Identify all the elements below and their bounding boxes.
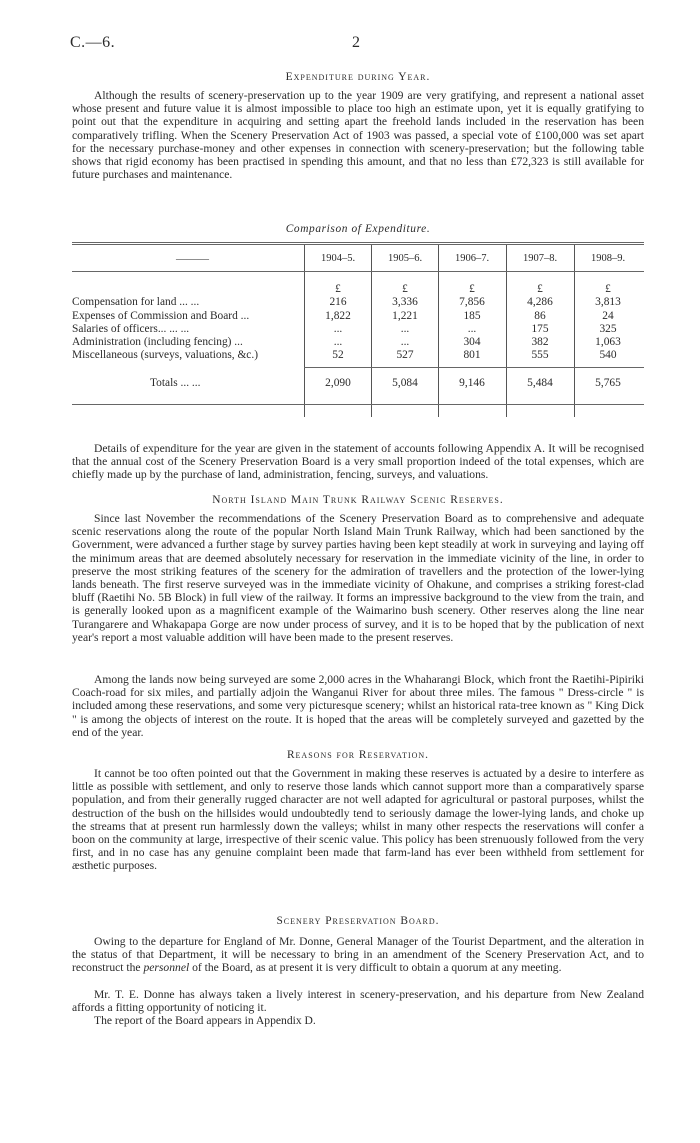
paragraph-board-2: Mr. T. E. Donne has always taken a lively interest in scenery-preservation, and his departure from New Zealand affords a fitting opportunity of noticing it. [72, 988, 644, 1015]
currency-symbol: £ [605, 283, 611, 295]
table-cell: 325 [599, 323, 617, 335]
year-header: 1906–7. [454, 253, 490, 264]
table-caption: Comparison of Expenditure. [285, 223, 431, 235]
table-top-rule [72, 242, 644, 245]
table-cell: 24 [602, 310, 614, 322]
table-cell: 3,336 [392, 296, 418, 308]
total-cell: 5,765 [595, 377, 621, 389]
currency-symbol: £ [537, 283, 543, 295]
table-bottom-rule [72, 404, 644, 405]
table-cell: 1,822 [325, 310, 351, 322]
table-cell: ... [333, 323, 343, 335]
header-rule [72, 271, 644, 272]
year-header: 1904–5. [320, 253, 356, 264]
currency-symbol: £ [402, 283, 408, 295]
report-code: C.—6. [70, 34, 116, 51]
row-label: Salaries of officers... ... ... [72, 323, 190, 335]
heading-reasons: Reasons for Reservation. [286, 749, 430, 761]
total-cell: 5,484 [527, 377, 553, 389]
table-cell: 304 [463, 336, 481, 348]
table-cell: 4,286 [527, 296, 553, 308]
totals-label: Totals ... ... [150, 377, 201, 389]
table-cell: 1,063 [595, 336, 621, 348]
paragraph-expenditure: Although the results of scenery-preservation up to the year 1909 are very gratifying, and represent a national asset whose present and future value it is almost impossible to place too high an estimate upon, yet it is equally gratifying to point out that the expenditure in acquiring and setting apart the freehold lands included in the reservation has been comparatively trifling. When the Scenery Preservation Act of 1903 was passed, a special vote of £100,000 was set apart for the necessary purchase-money and other expenses in connection with scenery-preservation; but the following table shows that rigid economy has been practised in spending this amount, and that no less than £72,323 is still available for future purchases and maintenance. [72, 89, 644, 182]
currency-symbol: £ [469, 283, 475, 295]
year-header: 1907–8. [522, 253, 558, 264]
paragraph-north-island-2: Among the lands now being surveyed are some 2,000 acres in the Whaharangi Block, which front the Raetihi-Pipiriki Coach-road for six miles, and partially adjoin the Wanganui River for about three miles. The famous " Dress-circle " is included among these reservations, and some very picturesque scenery; whilst an historical rata-tree known as " King Dick " is among the objects of interest on the route. It is hoped that the areas will be completely surveyed and gazetted by the end of the year. [72, 673, 644, 739]
total-cell: 5,084 [392, 377, 418, 389]
paragraph-reasons: It cannot be too often pointed out that the Government in making these reserves is actuated by a desire to interfere as little as possible with settlement, and only to reserve those lands which cannot support more than a comparatively sparse population, and from their generally rugged character are not well adapted for agricultural or pastoral purposes, whilst the destruction of the bush on the hillsides would undoubtedly tend to seriously damage the lower-lying lands, and choke up the streams that at present run harmlessly down the valleys; whilst in many other respects the reservations will confer a boon on the community at large, irrespective of their scenic value. This policy has been strenuously followed from the very first, and in no case has any genuine complaint been made that farm-land has ever been withheld from settlement for æsthetic purposes. [72, 767, 644, 873]
board-text-personnel: personnel [143, 961, 190, 975]
heading-expenditure: Expenditure during Year. [285, 71, 431, 83]
table-cell: 527 [396, 349, 414, 361]
table-cell: 382 [531, 336, 549, 348]
currency-symbol: £ [335, 283, 341, 295]
table-cell: 52 [332, 349, 344, 361]
totals-rule [304, 367, 644, 368]
heading-north-island: North Island Main Trunk Railway Scenic Reserves. [212, 494, 504, 506]
board-text-b: of the Board, as at present it is very difficult to obtain a quorum at any meeting. [189, 961, 562, 975]
page-number: 2 [352, 34, 360, 51]
year-header: 1905–6. [387, 253, 423, 264]
paragraph-board-3: The report of the Board appears in Appendix D. [94, 1014, 316, 1027]
heading-board: Scenery Preservation Board. [276, 915, 440, 927]
table-cell: ... [400, 336, 410, 348]
row-label: Administration (including fencing) ... [72, 336, 243, 348]
table-corner-dash: ——— [176, 253, 209, 265]
row-label: Miscellaneous (surveys, valuations, &c.) [72, 349, 259, 361]
paragraph-north-island-1: Since last November the recommendations of the Scenery Preservation Board as to comprehensive and adequate scenic reservations along the route of the popular North Island Main Trunk Railway, which had been sanctioned by the Government, were advanced a further stage by survey parties having been kept steadily at work in surveying and laying off the minimum areas that are deemed absolutely necessary for reservation in the immediate vicinity of the line, in order to preserve the most striking features of the scenery for the admiration of travellers and the protection of the lower-lying lands beneath. The first reserve surveyed was in the immediate vicinity of Ohakune, and comprises a striking forest-clad bluff (Raetihi No. 5B Block) in full view of the railway. It forms an impressive background to the view from the train, and is generally looked upon as a magnificent example of the Waimarino bush scenery. Other reserves along the line near Turangarere and Whakapapa Gorge are now under process of survey, and it is to be hoped that by the publication of next year's report a most valuable addition will have been made to the present reserves. [72, 512, 644, 644]
total-cell: 9,146 [459, 377, 485, 389]
table-cell: ... [333, 336, 343, 348]
table-cell: 540 [599, 349, 617, 361]
table-cell: 185 [463, 310, 481, 322]
table-cell: 1,221 [392, 310, 418, 322]
table-cell: 7,856 [459, 296, 485, 308]
paragraph-details: Details of expenditure for the year are given in the statement of accounts following Appendix A. It will be recognised that the annual cost of the Scenery Preservation Board is a very small proportion indeed of the total expenses, which are chiefly made up by the purchase of land, administration, fencing, surveys, and valuations. [72, 442, 644, 482]
table-cell: ... [467, 323, 477, 335]
table-cell: ... [400, 323, 410, 335]
board-text-a: Owing to the departure for England of Mr. Donne, General Manager of the Tourist Department, and the alteration in the status of that Department, it will be necessary to bring in an amendment of the Scenery Preservation Act, and to reconstruct the [72, 935, 644, 975]
table-cell: 216 [329, 296, 347, 308]
table-cell: 175 [531, 323, 549, 335]
table-cell: 801 [463, 349, 481, 361]
table-cell: 3,813 [595, 296, 621, 308]
table-cell: 555 [531, 349, 549, 361]
total-cell: 2,090 [325, 377, 351, 389]
row-label: Expenses of Commission and Board ... [72, 310, 250, 322]
row-label: Compensation for land ... ... [72, 296, 200, 308]
table-cell: 86 [534, 310, 546, 322]
year-header: 1908–9. [590, 253, 626, 264]
paragraph-board-1 [72, 935, 644, 975]
